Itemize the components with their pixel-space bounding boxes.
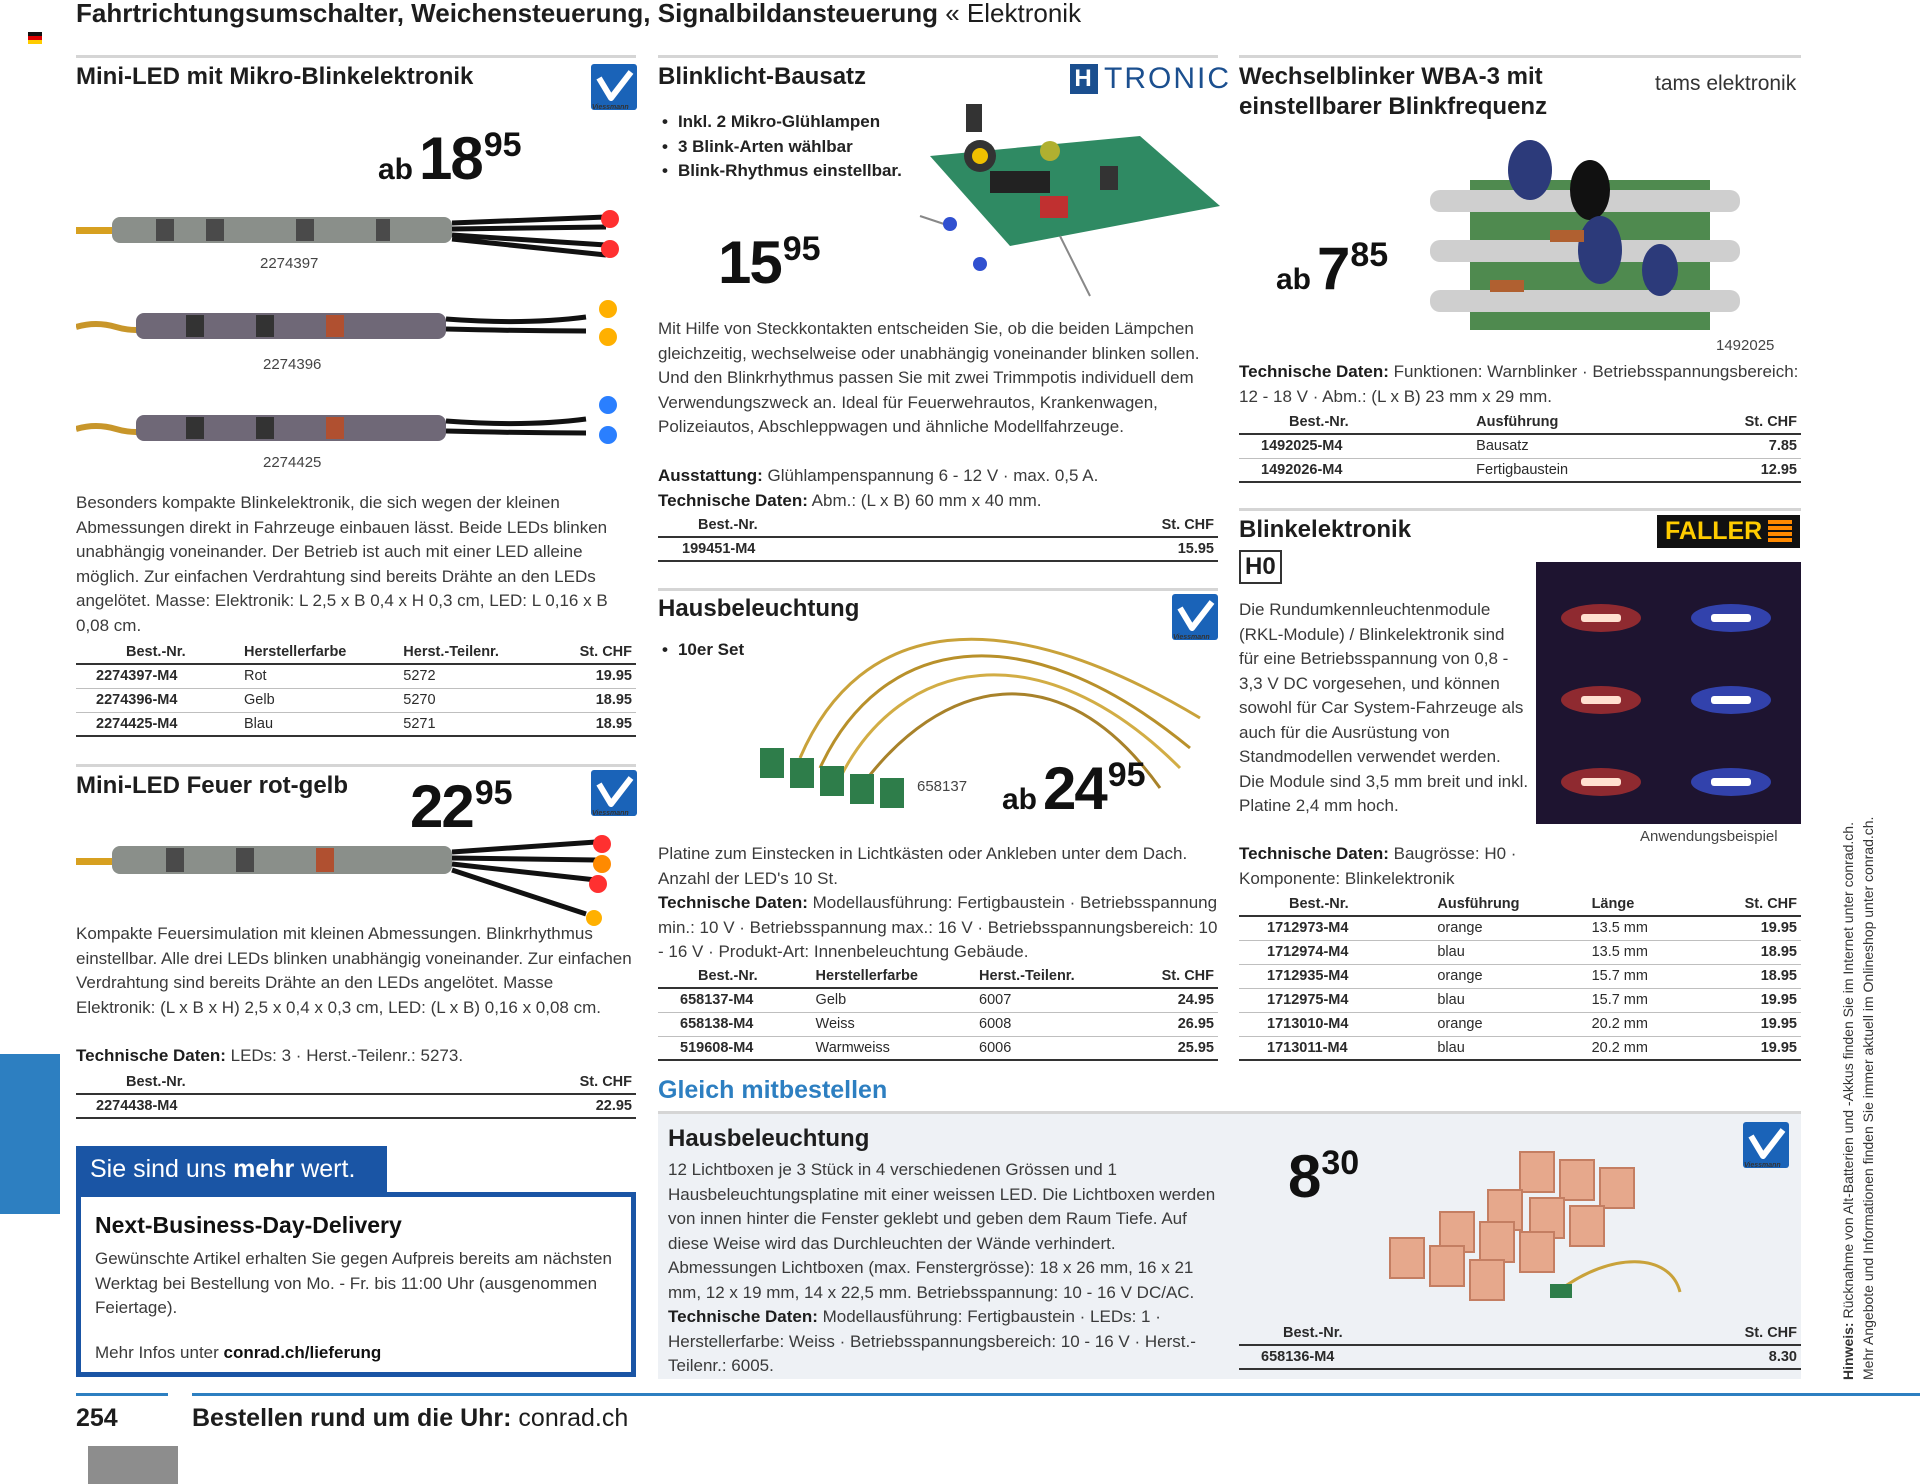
promo-box bbox=[76, 1192, 636, 1377]
light-boxes-image bbox=[1370, 1142, 1730, 1312]
footer-grey-block bbox=[88, 1446, 178, 1484]
table-row: 519608-M4 Warmweiss 6006 25.95 bbox=[658, 1036, 1218, 1060]
page-title-main: Fahrtrichtungsumschalter, Weichensteuerung, Signalbildansteuerung bbox=[76, 0, 938, 28]
page-title bbox=[76, 0, 1081, 26]
product-description: Kompakte Feuersimulation mit kleinen Abmessungen. Blinkrhythmus einstellbar. Alle drei LEDs blinken unabhängig voneinander. Zur einfachen Verdrahtung sind bereits Drähte an den LEDs angelötet. Masse Elektronik: (L x B x H) 2,5 x 0,4 x 0,3 cm, LED: (L x B) 0,16 x 0,08 cm. bbox=[76, 924, 632, 1017]
table-row: 2274396-M4 Gelb 5270 18.95 bbox=[76, 688, 636, 712]
promo-text: Gewünschte Artikel erhalten Sie gegen Aufpreis bereits am nächsten Werktag bei Bestellung von Mo. - Fr. bis 11:00 Uhr (ausgenommen Feiertage). bbox=[95, 1249, 612, 1317]
table-row: 2274425-M4 Blau 5271 18.95 bbox=[76, 712, 636, 736]
product-description: 12 Lichtboxen je 3 Stück in 4 verschiedenen Grössen und 1 Hausbeleuchtungsplatine mit einer weissen LED. Die Lichtboxen werden von innen hinter die Fenster geklebt und geben dem Raum Tiefe. Auf diese Weise wird das Durchleuchten der Wände verhindert. Abmessungen Lichtboxen (max. Fenstergrösse): 18 x 26 mm, 16 x 21 mm, 12 x 19 mm, 14 x 22,5 mm. Betriebsspannung: 10 - 16 V DC/AC. bbox=[668, 1160, 1216, 1302]
table-row: 658136-M4 8.30 bbox=[1239, 1345, 1801, 1369]
promo-tab: Sie sind uns mehr wert. bbox=[76, 1146, 387, 1192]
viessmann-wordmark: Viessmann bbox=[1744, 1162, 1781, 1169]
list-item: • Blink-Rhythmus einstellbar. bbox=[662, 159, 902, 184]
order-table: Best.-Nr. Herstellerfarbe Herst.-Teilenr. St. CHF 2274397-M4 Rot 5272 19.95 2274396-M4 Gelb 5270 18.95 2274425-M4 Blau 5271 18.95 bbox=[76, 641, 636, 737]
led-fire-image bbox=[76, 834, 636, 934]
table-row: 658137-M4 Gelb 6007 24.95 bbox=[658, 988, 1218, 1012]
product-title: Wechselblinker WBA-3 mit einstellbarer Blinkfrequenz bbox=[1239, 63, 1548, 120]
order-table: Best.-Nr. St. CHF 658136-M4 8.30 bbox=[1239, 1322, 1801, 1370]
table-row: 1712974-M4 blau 13.5 mm 18.95 bbox=[1239, 940, 1801, 964]
footer-rule bbox=[192, 1393, 1920, 1396]
htronic-logo: H TRONIC bbox=[1070, 62, 1231, 96]
table-row: 1713010-M4 orange 20.2 mm 19.95 bbox=[1239, 1012, 1801, 1036]
price-tag: 830 bbox=[1288, 1143, 1360, 1210]
price-tag: ab 785 bbox=[1276, 235, 1389, 302]
list-item: • Inkl. 2 Mikro-Glühlampen bbox=[662, 110, 902, 135]
table-row: 658138-M4 Weiss 6008 26.95 bbox=[658, 1012, 1218, 1036]
order-table: Best.-Nr. St. CHF 199451-M4 15.95 bbox=[658, 514, 1218, 562]
order-table: Best.-Nr. St. CHF 2274438-M4 22.95 bbox=[76, 1071, 636, 1119]
product-description: Die Rundumkennleuchtenmodule (RKL-Module) / Blinkelektronik sind für eine Betriebsspannung von 0,8 - 3,3 V DC vorgesehen, und können sowohl für Car System-Fahrzeuge als auch für die Ausrüstung von Standmodellen verwendet werden. Die Module sind 3,5 mm breit und inkl. Platine 2,4 mm hoch. bbox=[1239, 600, 1529, 815]
flag-icon bbox=[28, 32, 42, 44]
image-caption: 2274397 bbox=[260, 255, 319, 272]
table-row: 199451-M4 15.95 bbox=[658, 537, 1218, 561]
product-description: Besonders kompakte Blinkelektronik, die sich wegen der kleinen Abmessungen direkt in Fahrzeuge einbauen lässt. Beide LEDs blinken unabhängig voneinander. Der Betrieb ist auch mit einer LED alleine möglich. Zur einfachen Verdrahtung sind bereits Drähte an den LEDs angelötet. Masse: Elektronik: L 2,5 x B 0,4 x H 0,3 cm, LED: L 0,16 x B 0,08 cm. bbox=[76, 493, 608, 635]
tech-data: Technische Daten: Abm.: (L x B) 60 mm x 40 mm. bbox=[658, 491, 1042, 510]
product-description: Mit Hilfe von Steckkontakten entscheiden Sie, ob die beiden Lämpchen gleichzeitig, wechselweise oder unabhängig voneinander blinken sollen. Und den Blinkrhythmus passen Sie mit zwei Trimmpotis individuell dem Verwendungszweck an. Ideal für Feuerwehrautos, Krankenwagen, Polizeiautos, Abschleppwagen und ähnliche Modellfahrzeuge. bbox=[658, 319, 1200, 436]
section-heading: Gleich mitbestellen bbox=[658, 1076, 888, 1104]
price-tag: 1595 bbox=[718, 229, 821, 296]
product-title: Hausbeleuchtung bbox=[668, 1125, 870, 1152]
tams-logo: tams elektronik bbox=[1655, 72, 1797, 95]
tech-data: Technische Daten: Funktionen: Warnblinker · Betriebsspannungsbereich: 12 - 18 V · Abm.: (L x B) 23 mm x 29 mm. bbox=[1239, 362, 1799, 406]
table-row: 1492026-M4 Fertigbaustein 12.95 bbox=[1239, 458, 1801, 482]
order-table: Best.-Nr. Ausführung St. CHF 1492025-M4 Bausatz 7.85 1492026-M4 Fertigbaustein 12.95 bbox=[1239, 411, 1801, 483]
table-row: 1712935-M4 orange 15.7 mm 18.95 bbox=[1239, 964, 1801, 988]
product-title: Hausbeleuchtung bbox=[658, 595, 860, 622]
chapter-tab bbox=[0, 1054, 60, 1214]
image-caption: 1492025 bbox=[1716, 337, 1775, 354]
scale-badge: H0 bbox=[1239, 550, 1282, 584]
order-table: Best.-Nr. Ausführung Länge St. CHF 1712973-M4 orange 13.5 mm 19.95 1712974-M4 blau 13.5 mm 18.95 1712935-M4 orange 15.7 mm 18.95 1712975-M4 blau 15.7 mm 19.95 1713010-M4 orange 20.2 mm 19.95 1713011-M4 blau 20.2 mm 19.95 bbox=[1239, 893, 1801, 1061]
table-row: 1712975-M4 blau 15.7 mm 19.95 bbox=[1239, 988, 1801, 1012]
tech-data: Technische Daten: Baugrösse: H0 · Komponente: Blinkelektronik bbox=[1239, 844, 1517, 888]
application-example-image bbox=[1536, 562, 1801, 824]
image-caption: 2274425 bbox=[263, 454, 322, 471]
product-title: Mini-LED mit Mikro-Blinkelektronik bbox=[76, 63, 474, 90]
viessmann-wordmark: Viessmann bbox=[1173, 634, 1210, 641]
feature-list bbox=[662, 638, 744, 663]
price-tag: ab 2495 bbox=[1002, 755, 1146, 822]
viessmann-wordmark: Viessmann bbox=[592, 104, 629, 111]
product-title: Blinklicht-Bausatz bbox=[658, 63, 867, 90]
house-lighting-image bbox=[740, 598, 1220, 828]
tech-data: Technische Daten: Modellausführung: Fertigbaustein · Betriebsspannung min.: 10 V · Betriebsspannung max.: 16 V · Betriebsspannungsbereich: 10 - 16 V · Produkt-Art: Innenbeleuchtung Gebäude. bbox=[658, 893, 1218, 961]
table-row: 1492025-M4 Bausatz 7.85 bbox=[1239, 434, 1801, 458]
table-row: 2274438-M4 22.95 bbox=[76, 1094, 636, 1118]
page-title-tail: « Elektronik bbox=[938, 0, 1082, 28]
table-row: 1713011-M4 blau 20.2 mm 19.95 bbox=[1239, 1036, 1801, 1060]
product-title: Mini-LED Feuer rot-gelb bbox=[76, 772, 348, 799]
order-table: Best.-Nr. Herstellerfarbe Herst.-Teilenr. St. CHF 658137-M4 Gelb 6007 24.95 658138-M4 Weiss 6008 26.95 519608-M4 Warmweiss 6006 25.95 bbox=[658, 965, 1218, 1061]
promo-link[interactable]: Mehr Infos unter conrad.ch/lieferung bbox=[95, 1342, 382, 1362]
table-row: 2274397-M4 Rot 5272 19.95 bbox=[76, 664, 636, 688]
list-item: • 3 Blink-Arten wählbar bbox=[662, 135, 902, 160]
promo-title: Next-Business-Day-Delivery bbox=[95, 1212, 402, 1238]
side-note: Hinweis: Rücknahme von Alt-Batterien und -Akkus finden Sie im Internet unter conrad.ch. Mehr Angebote und Informationen finden Sie immer aktuell im Onlineshop unter conrad.ch. bbox=[1840, 816, 1876, 1380]
flasher-pcb-image bbox=[1430, 130, 1740, 350]
viessmann-wordmark: Viessmann bbox=[592, 810, 629, 817]
price-tag: ab 1895 bbox=[378, 125, 522, 192]
image-caption: 658137 bbox=[917, 778, 968, 795]
table-row: 1712973-M4 orange 13.5 mm 19.95 bbox=[1239, 916, 1801, 940]
tech-data: Technische Daten: Modellausführung: Fertigbaustein · LEDs: 1 · Herstellerfarbe: Weiss · Betriebsspannungsbereich: 10 - 16 V · Herst.-Teilenr.: 6005. bbox=[668, 1307, 1196, 1375]
price-tag: 2295 bbox=[410, 773, 513, 840]
product-description: Platine zum Einstecken in Lichtkästen oder Ankleben unter dem Dach. Anzahl der LED's 10 St. bbox=[658, 844, 1188, 888]
image-caption: Anwendungsbeispiel bbox=[1640, 828, 1778, 845]
faller-logo: FALLER bbox=[1657, 515, 1800, 548]
image-caption: 2274396 bbox=[263, 356, 322, 373]
equipment-data: Ausstattung: Glühlampenspannung 6 - 12 V · max. 0,5 A. bbox=[658, 466, 1099, 485]
footer-order-text[interactable]: Bestellen rund um die Uhr: conrad.ch bbox=[192, 1404, 629, 1432]
tech-data: Technische Daten: LEDs: 3 · Herst.-Teilenr.: 5273. bbox=[76, 1046, 464, 1065]
led-strips-image bbox=[76, 205, 636, 475]
feature-list bbox=[662, 110, 902, 184]
list-item: • 10er Set bbox=[662, 638, 744, 663]
kit-pcb-image bbox=[890, 96, 1220, 306]
page-number: 254 bbox=[76, 1404, 118, 1432]
product-title: Blinkelektronik bbox=[1239, 516, 1412, 543]
footer-rule bbox=[76, 1393, 168, 1396]
